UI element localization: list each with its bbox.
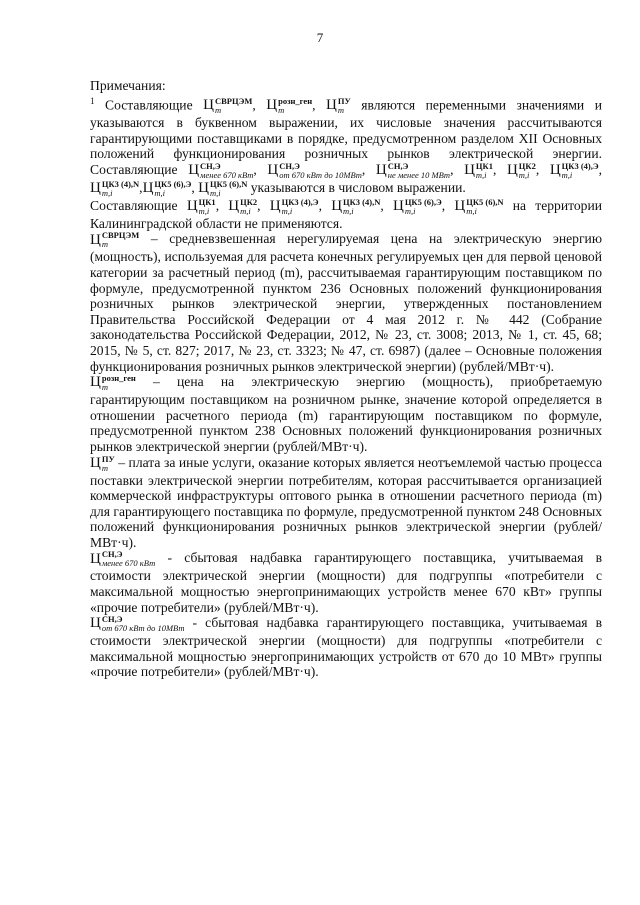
definition-text: - сбытовая надбавка гарантирующего поставщика, учитываемая в стоимости электрической энергии (мощности) для подгруппы «потребители с максимальной мощностью энергопринимающих устройств менее 670 кВт» группы «прочие потребители» (рублей/МВт·ч). bbox=[90, 550, 603, 615]
var-ck3n: Ц ЦК3 (4),N m,i bbox=[331, 196, 381, 216]
var-ck1: Ц ЦК1 m,i bbox=[186, 196, 216, 216]
var-ck2: Ц ЦК2 m,i bbox=[506, 160, 536, 180]
definition-text: – цена на электрическую энергию (мощность), приобретаемую гарантирующим поставщиком на розничном рынке, значение которой определяется в отношении расчетного периода (m) гарантирующим поставщиком по формуле, предусмотренной пунктом 238 Основных положений функционирования розничных рынков электрической энергии (рублей/МВт·ч). bbox=[90, 374, 602, 454]
var-svrcem: Ц СВРЦЭМ m bbox=[90, 230, 140, 250]
definition-pu bbox=[90, 455, 602, 551]
var-sn-670-10: Ц СН,Э от 670 кВт до 10МВт bbox=[267, 160, 362, 180]
var-ck5n: Ц ЦК5 (6),N m,i bbox=[198, 178, 248, 198]
definition-svrcem bbox=[90, 231, 602, 374]
definition-text: – средневзвешенная нерегулируемая цена на электрическую энергию (мощность), используемая для расчета конечных регулируемых цен для первой ценовой категории за расчетный период (m), рассчитываемая гарантирующим поставщиком по формуле, предусмотренной пунктом 236 Основных положений функционирования розничных рынков электрической энергии, утвержденных постановлением Правительства Российской Федерации от 4 мая 2012 г. № 442 (Собрание законодательства Российской Федерации, 2012, № 23, ст. 3008; 2013, № 1, ст. 45, 68; 2015, № 5, ст. 827; 2017, № 23, ст. 3323; № 47, ст. 6987) (далее – Основные положения функционирования розничных рынков электрической энергии) (рублей/МВт·ч). bbox=[90, 231, 602, 374]
kaliningrad-text-1: Составляющие bbox=[90, 197, 178, 213]
definition-rozn-gen bbox=[90, 374, 602, 454]
kaliningrad-text-2: на территории Калининградской области не применяются. bbox=[90, 197, 603, 231]
var-ck1: Ц ЦК1 m,i bbox=[464, 160, 493, 180]
var-sn-lt670: Ц СН,Э менее 670 кВт bbox=[90, 549, 156, 569]
var-ck5n: Ц ЦК5 (6),N m,i bbox=[454, 196, 504, 216]
definition-text: – плата за иные услуги, оказание которых является неотъемлемой частью процесса поставки электрической энергии потребителям, которая рассчитывается организацией коммерческой инфраструктуры оптового рынка в отношении расчетного периода (m) для гарантирующего поставщика по формуле, предусмотренной пунктом 248 Основных положений функционирования розничных рынков электрической энергии (рублей/МВт·ч). bbox=[90, 454, 602, 550]
var-svrcem: Ц СВРЦЭМ m bbox=[203, 96, 253, 115]
intro-text-2: являются переменными значениями и указываются в буквенном выражении, их числовые значения рассчитываются гарантирующими поставщиками в порядке, предусмотренном разделом XII Основных положений функционирования розничных рынков электрической энергии. Составляющие bbox=[90, 97, 602, 177]
var-sn-670-10: Ц СН,Э от 670 кВт до 10МВт bbox=[90, 614, 185, 634]
var-ck5e: Ц ЦК5 (6),Э m,i bbox=[142, 178, 192, 198]
definition-sn-670-10 bbox=[90, 615, 602, 680]
var-sn-ge10: Ц СН,Э не менее 10 МВт bbox=[375, 160, 451, 180]
var-ck3e: Ц ЦК3 (4),Э m,i bbox=[269, 196, 319, 216]
var-rozn-gen: Ц розн_ген m bbox=[266, 96, 313, 115]
definition-sn-lt670 bbox=[90, 550, 602, 615]
var-rozn-gen: Ц розн_ген m bbox=[90, 373, 136, 393]
intro-paragraph: $^1$ Составляющие Ц СВРЦЭМ m , Ц розн_ген m , Ц ПУ m являются переменными значениями и указываются в буквенном выражении, их числовые значения рассчитываются гарантирующими поставщиками в порядке, предусмотренном разделом XII Основных положений функционирования розничных рынков электрической энергии. Составляющие Ц СН,Э менее 670 кВт , Ц СН,Э от 670 кВт до 10МВт , Ц СН,Э не менее 10 МВт , Ц ЦК1 m,i , Ц ЦК2 m,i , Ц ЦК3 (4),Э m,i , Ц ЦК3 (4),N m,i ,Ц ЦК5 (6),Э m,i , Ц ЦК5 (6),N m,i указываются в числовом выражении. bbox=[90, 95, 603, 198]
intro-text-1: Составляющие bbox=[105, 97, 193, 113]
notes-heading: Примечания: bbox=[90, 78, 166, 93]
var-sn-lt670: Ц СН,Э менее 670 кВт bbox=[188, 160, 254, 180]
definition-text: - сбытовая надбавка гарантирующего поставщика, учитываемая в стоимости электрической энергии (мощности) для подгруппы «потребители с максимальной мощностью энергопринимающих устройств от 670 до 10 МВт» группы «прочие потребители» (рублей/МВт·ч). bbox=[90, 615, 602, 680]
kaliningrad-paragraph: Составляющие Ц ЦК1 m,i , Ц ЦК2 m,i , Ц ЦК3 (4),Э m,i , Ц ЦК3 (4),N m,i , Ц ЦК5 (6),Э m,i , Ц ЦК5 (6),N m,i на территории Калининградской области не применяются. bbox=[90, 196, 603, 231]
var-pu: Ц ПУ m bbox=[90, 453, 115, 473]
var-ck5e: Ц ЦК5 (6),Э m,i bbox=[392, 196, 442, 216]
footnote-mark: 1 bbox=[90, 95, 95, 106]
var-ck3e: Ц ЦК3 (4),Э m,i bbox=[549, 160, 599, 180]
page-number: 7 bbox=[316, 30, 324, 45]
var-pu: Ц ПУ m bbox=[326, 96, 351, 115]
document-body bbox=[90, 78, 602, 680]
var-ck3n: Ц ЦК3 (4),N m,i bbox=[90, 178, 140, 198]
intro-text-3: указываются в числовом выражении. bbox=[250, 179, 466, 195]
var-ck2: Ц ЦК2 m,i bbox=[228, 196, 258, 216]
